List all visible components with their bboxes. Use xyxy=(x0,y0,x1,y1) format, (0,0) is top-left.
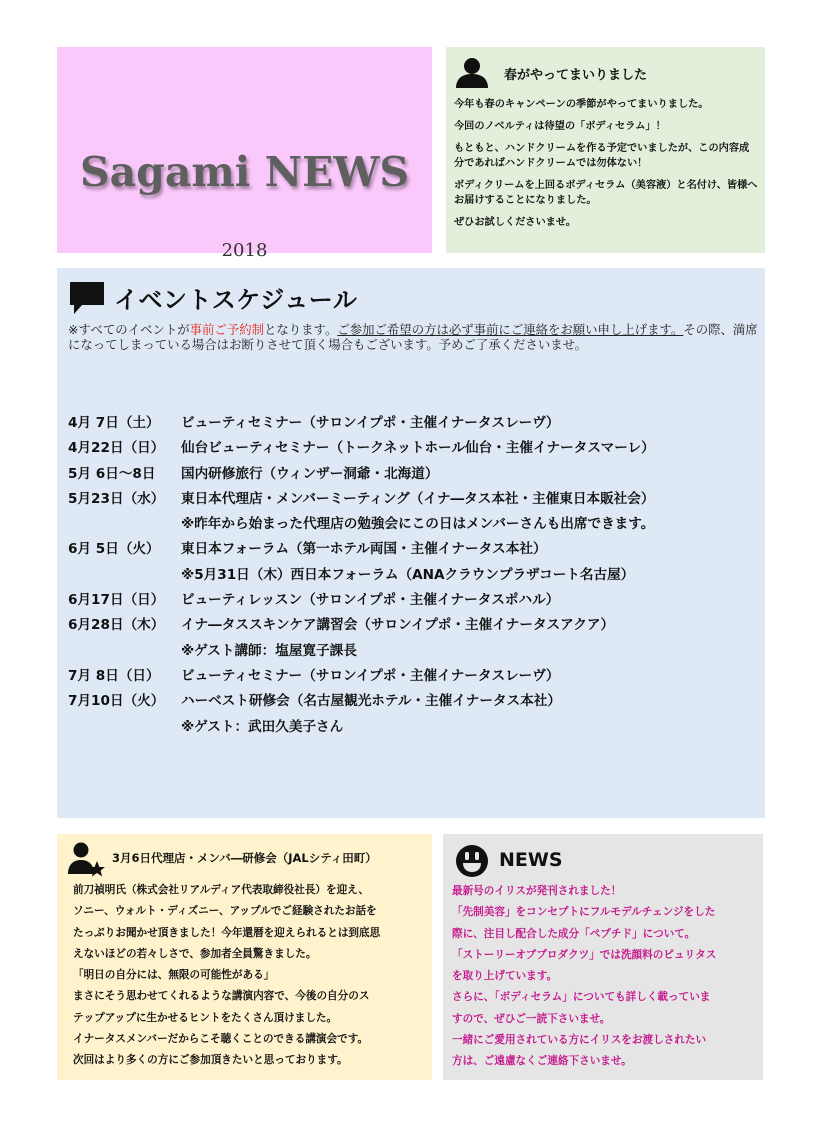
schedule-note: ※昨年から始まった代理店の勉強会にこの日はメンバーさんも出席できます。 xyxy=(181,516,655,533)
notice-underlined: ご参加ご希望の方は必ず事前にご連絡をお願い申し上げます。 xyxy=(337,322,684,337)
schedule-note: ※5月31日（木）西日本フォーラム（ANAクラウンプラザコート名古屋） xyxy=(181,566,635,583)
seminar-line: まさにそう思わせてくれるような講演内容で、今後の自分のス xyxy=(73,990,370,1003)
reservation-notice xyxy=(68,322,758,352)
seminar-line: ソニー、ウォルト・ディズニー、アップルでご経験されたお話を xyxy=(73,905,377,918)
seminar-line: イナータスメンバーだからこそ聴くことのできる講演会です。 xyxy=(73,1033,369,1046)
seminar-report-panel xyxy=(57,834,432,1080)
newsletter-year: 2018 xyxy=(221,240,268,261)
event-schedule-panel xyxy=(57,268,765,818)
smiley-face-icon xyxy=(455,844,489,878)
schedule-date: 5月 6日〜8日 xyxy=(68,465,156,482)
spring-line: 今回のノベルティは待望の「ボディセラム」！ xyxy=(454,121,666,132)
notice-text: その際、満席になってしまっている場合はお断りさせて頂く場合もございます。予めご了承くださいませ。 xyxy=(68,322,758,352)
seminar-line: テップアップに生かせるヒントをたくさん頂けました。 xyxy=(73,1011,338,1024)
schedule-date: 4月22日（日） xyxy=(68,440,165,457)
spring-line: もともと、ハンドクリームを作る予定でいましたが、この内容成分であればハンドクリームでは勿体ない！ xyxy=(454,143,750,169)
speech-bubble-icon xyxy=(69,281,105,315)
schedule-event: 東日本フォーラム（第一ホテル両国・主催イナータス本社） xyxy=(181,541,547,558)
schedule-event: ビューティセミナー（サロンイプポ・主催イナータスレーヴ） xyxy=(181,667,560,684)
person-icon xyxy=(455,57,489,89)
spring-line: 今年も春のキャンペーンの季節がやってまいりました。 xyxy=(454,99,709,110)
notice-text: ※すべてのイベントが xyxy=(68,322,190,337)
news-text xyxy=(452,881,762,1073)
schedule-date: 4月 7日（土） xyxy=(68,415,160,431)
news-line: すので、ぜひご一読下さいませ。 xyxy=(452,1012,611,1025)
schedule-note: ※ゲスト講師：塩屋寛子課長 xyxy=(181,642,357,659)
schedule-row xyxy=(68,537,763,562)
schedule-row xyxy=(68,411,763,436)
schedule-note: ※ゲスト：武田久美子さん xyxy=(181,718,344,735)
schedule-row xyxy=(68,487,763,512)
schedule-event: 国内研修旅行（ウィンザー洞爺・北海道） xyxy=(181,465,439,482)
spring-line: ボディクリームを上回るボディセラム（美容液）と名付け、皆様へお届けすることになりました。 xyxy=(454,180,758,206)
schedule-event: ハーベスト研修会（名古屋観光ホテル・主催イナータス本社） xyxy=(181,693,561,710)
notice-highlight: 事前ご予約制 xyxy=(189,322,264,337)
newsletter-title: Sagami NEWS xyxy=(79,148,410,196)
seminar-line: 次回はより多くの方にご参加頂きたいと思っております。 xyxy=(73,1054,348,1067)
schedule-date: 6月17日（日） xyxy=(68,592,165,609)
seminar-line: えないほどの若々しさで、参加者全員驚きました。 xyxy=(73,947,317,960)
spring-campaign-panel xyxy=(446,47,765,253)
schedule-date: 7月10日（火） xyxy=(68,693,165,710)
schedule-date: 6月 5日（火） xyxy=(68,541,160,558)
schedule-row xyxy=(68,664,763,689)
news-line: 最新号のイリスが発刊されました！ xyxy=(452,885,622,897)
news-line: 「ストーリーオブプロダクツ」では洗顔料のピュリタス xyxy=(452,948,717,961)
news-line: 「先制美容」をコンセプトにフルモデルチェンジをした xyxy=(452,906,716,919)
spring-heading: 春がやってまいりました xyxy=(504,68,648,83)
seminar-line: 「明日の自分には、無限の可能性がある」 xyxy=(73,969,275,982)
event-schedule-heading: イベントスケジュール xyxy=(114,286,358,314)
schedule-event: ビューティレッスン（サロンイプポ・主催イナータスポハル） xyxy=(181,592,560,609)
title-panel xyxy=(57,47,432,261)
news-panel xyxy=(443,834,763,1080)
news-line: を取り上げています。 xyxy=(452,970,558,983)
seminar-line: 前刀禎明氏（株式会社リアルディア代表取締役社長）を迎え、 xyxy=(73,884,369,896)
news-line: 一緒にご愛用されている方にイリスをお渡しされたい xyxy=(452,1034,707,1047)
schedule-event: 東日本代理店・メンバーミーティング（イナ―タス本社・主催東日本販社会） xyxy=(181,490,655,507)
news-line: さらに、「ボディセラム」についても詳しく載っていま xyxy=(452,991,711,1004)
schedule-row xyxy=(68,462,763,487)
news-heading: NEWS xyxy=(499,849,563,871)
schedule-event: ビューティセミナー（サロンイプポ・主催イナータスレーヴ） xyxy=(181,415,560,431)
schedule-event: 仙台ビューティセミナー（トークネットホール仙台・主催イナータスマーレ） xyxy=(181,440,655,457)
seminar-text xyxy=(73,880,428,1072)
schedule-row xyxy=(68,689,763,714)
schedule-date: 6月28日（木） xyxy=(68,617,165,634)
news-line: 際に、注目し配合した成分「ペプチド」について。 xyxy=(452,927,696,940)
seminar-line: たっぷりお聞かせ頂きました！今年還暦を迎えられるとは到底思 xyxy=(73,926,381,939)
notice-text: となります。 xyxy=(264,322,338,337)
news-line: 方は、ご遠慮なくご連絡下さいませ。 xyxy=(452,1055,632,1068)
schedule-row xyxy=(68,436,763,461)
schedule-date: 7月 8日（日） xyxy=(68,667,160,684)
seminar-heading: 3月6日代理店・メンバ―研修会（JALシティ田町） xyxy=(112,851,377,865)
spring-text xyxy=(454,97,759,237)
spring-line: ぜひお試しくださいませ。 xyxy=(454,217,576,228)
schedule-date: 5月23日（水） xyxy=(68,490,165,507)
schedule-list xyxy=(68,411,763,740)
schedule-event: イナ―タススキンケア講習会（サロンイプポ・主催イナータスアクア） xyxy=(181,617,615,634)
schedule-row xyxy=(68,613,763,638)
person-star-icon xyxy=(67,841,105,877)
schedule-row xyxy=(68,588,763,613)
